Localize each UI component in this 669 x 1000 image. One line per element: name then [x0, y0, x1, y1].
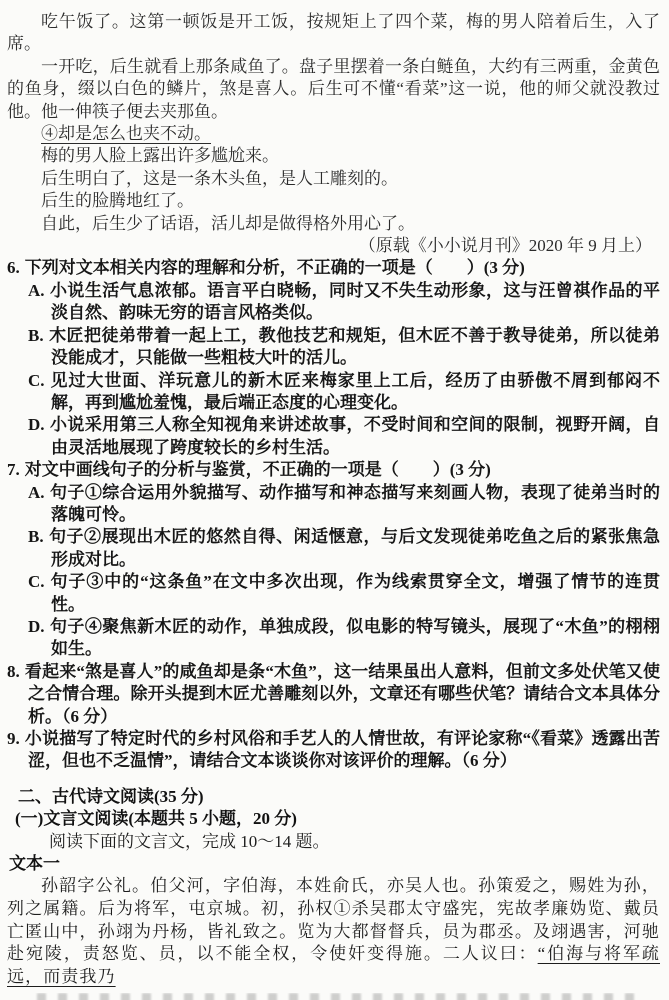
option-label: C. — [28, 572, 45, 592]
source-attribution: （原载《小小说月刊》2020 年 9 月上） — [358, 236, 652, 256]
question-7-option-a — [28, 482, 660, 527]
option-label: D. — [28, 415, 45, 435]
question-9 — [7, 728, 660, 773]
question-number: 9. — [7, 729, 20, 748]
text-one-label: 文本一 — [9, 854, 60, 874]
option-text: 见过大世面、洋玩意儿的新木匠来梅家里上工后，经历了由骄傲不屑到郁闷不解，再到尴尬羞愧，最后端正态度的心理变化。 — [49, 370, 660, 412]
question-6-option-b — [28, 325, 660, 370]
story-paragraph-2: 一开吃，后生就看上那条咸鱼了。盘子里摆着一条白鲢鱼，大约有三两重，金黄色的鱼身，缀以白色的鳞片，煞是喜人。后生可不懂“看菜”这一说，他的师父就没教过他。他一伸筷子便去夹那鱼。 — [7, 56, 660, 121]
reading-instruction: 阅读下面的文言文，完成 10～14 题。 — [49, 831, 330, 851]
option-text: 句子③中的“这条鱼”在文中多次出现，作为线索贯穿全文，增强了情节的连贯性。 — [49, 572, 660, 614]
option-text: 小说生活气息浓郁。语言平白晓畅，同时又不失生动形象，这与汪曾祺作品的平淡自然、韵味无穷的语言风格类似。 — [49, 280, 660, 323]
section-title: 二、古代诗文阅读(35 分) — [18, 786, 204, 806]
question-7-option-d — [28, 616, 660, 661]
question-6-option-d — [28, 414, 660, 459]
underlined-text: ④却是怎么也夹不动。 — [41, 124, 211, 144]
subsection-title: (一)文言文阅读(本题共 5 小题，20 分) — [15, 809, 297, 829]
classical-text: 孙韶字公礼。伯父河，字伯海，本姓俞氏，亦吴人也。孙策爱之，赐姓为孙，列之属籍。后为将军，屯京城。初，孙权①杀吴郡太守盛宪，宪故孝廉妫览、戴员亡匿山中，孙翊为丹杨，皆礼致之。览为大都督督兵，员为郡丞。及翊遇害，河驰赴宛陵，责怒览、员，以不能全权，令使奸变得施。二人议曰： — [7, 876, 660, 964]
option-text: 句子②展现出木匠的悠然自得、闲适惬意，与后文发现徒弟吃鱼之后的紧张焦急形成对比。 — [48, 527, 660, 569]
option-label: B. — [28, 325, 44, 345]
option-text: 句子①综合运用外貌描写、动作描写和神态描写来刻画人物，表现了徒弟当时的落魄可怜。 — [49, 482, 660, 524]
option-label: A. — [28, 280, 45, 300]
cut-off-text-strokes — [37, 993, 637, 1000]
story-paragraph-1: 吃午饭了。这第一顿饭是开工饭，按规矩上了四个菜，梅的男人陪着后生，入了席。 — [7, 12, 660, 54]
question-6-stem — [7, 257, 660, 279]
section-ancient-poetry-reading — [7, 786, 660, 989]
question-7 — [7, 459, 660, 661]
question-number: 8. — [7, 661, 20, 681]
classical-text-paragraph — [7, 875, 660, 988]
question-number: 6. — [7, 258, 20, 278]
option-text: 木匠把徒弟带着一起上工，教他技艺和规矩，但木匠不善于教导徒弟，所以徒弟没能成才，只能做一些粗枝大叶的活儿。 — [48, 325, 660, 368]
question-stem-text: 对文中画线句子的分析与鉴赏，不正确的一项是（ ）(3 分) — [24, 460, 491, 480]
question-stem-text: 下列对文本相关内容的理解和分析，不正确的一项是（ ）(3 分) — [24, 258, 525, 278]
cut-off-text-remnant — [7, 993, 660, 1000]
option-label: C. — [28, 370, 45, 390]
option-text: 句子④聚焦新木匠的动作，单独成段，似电影的特写镜头，展现了“木鱼”的栩栩如生。 — [49, 616, 660, 659]
option-label: D. — [28, 616, 45, 636]
story-excerpt — [7, 11, 660, 257]
question-stem-text: 小说描写了特定时代的乡村风俗和手艺人的人情世故，有评论家称“《看菜》透露出苦涩，但也不乏温情”，请结合文本谈谈你对该评价的理解。（6 分） — [24, 729, 660, 771]
question-9-stem — [7, 728, 660, 773]
story-dialogue-line-4: 自此，后生少了话语，活儿却是做得格外用心了。 — [41, 213, 415, 233]
question-8 — [7, 661, 660, 728]
question-7-option-c — [28, 571, 660, 616]
question-stem-text: 看起来“煞是喜人”的咸鱼却是条“木鱼”，这一结果虽出人意料，但前文多处伏笔又使之合情合理。除开头提到木匠尤善雕刻以外，文章还有哪些伏笔？请结合文本具体分析。（6 分） — [24, 661, 660, 726]
classical-underlined-text: “伯海与将军疏远，而责我乃 — [7, 944, 660, 986]
question-8-stem — [7, 661, 660, 728]
story-underlined-sentence-4 — [7, 123, 660, 145]
question-6-option-a — [28, 280, 660, 325]
question-number: 7. — [7, 460, 20, 480]
question-6-option-c — [28, 370, 660, 415]
question-6 — [7, 257, 660, 459]
option-label: B. — [28, 527, 44, 547]
story-dialogue-line-3: 后生的脸腾地红了。 — [41, 191, 194, 211]
question-7-option-b — [28, 526, 660, 571]
question-7-stem — [7, 459, 660, 481]
option-label: A. — [28, 482, 45, 502]
story-dialogue-line-1: 梅的男人脸上露出许多尴尬来。 — [41, 146, 279, 166]
story-dialogue-line-2: 后生明白了，这是一条木头鱼，是人工雕刻的。 — [41, 168, 398, 188]
option-text: 小说采用第三人称全知视角来讲述故事，不受时间和空间的限制，视野开阔，自由灵活地展现了跨度较长的乡村生活。 — [49, 415, 660, 457]
